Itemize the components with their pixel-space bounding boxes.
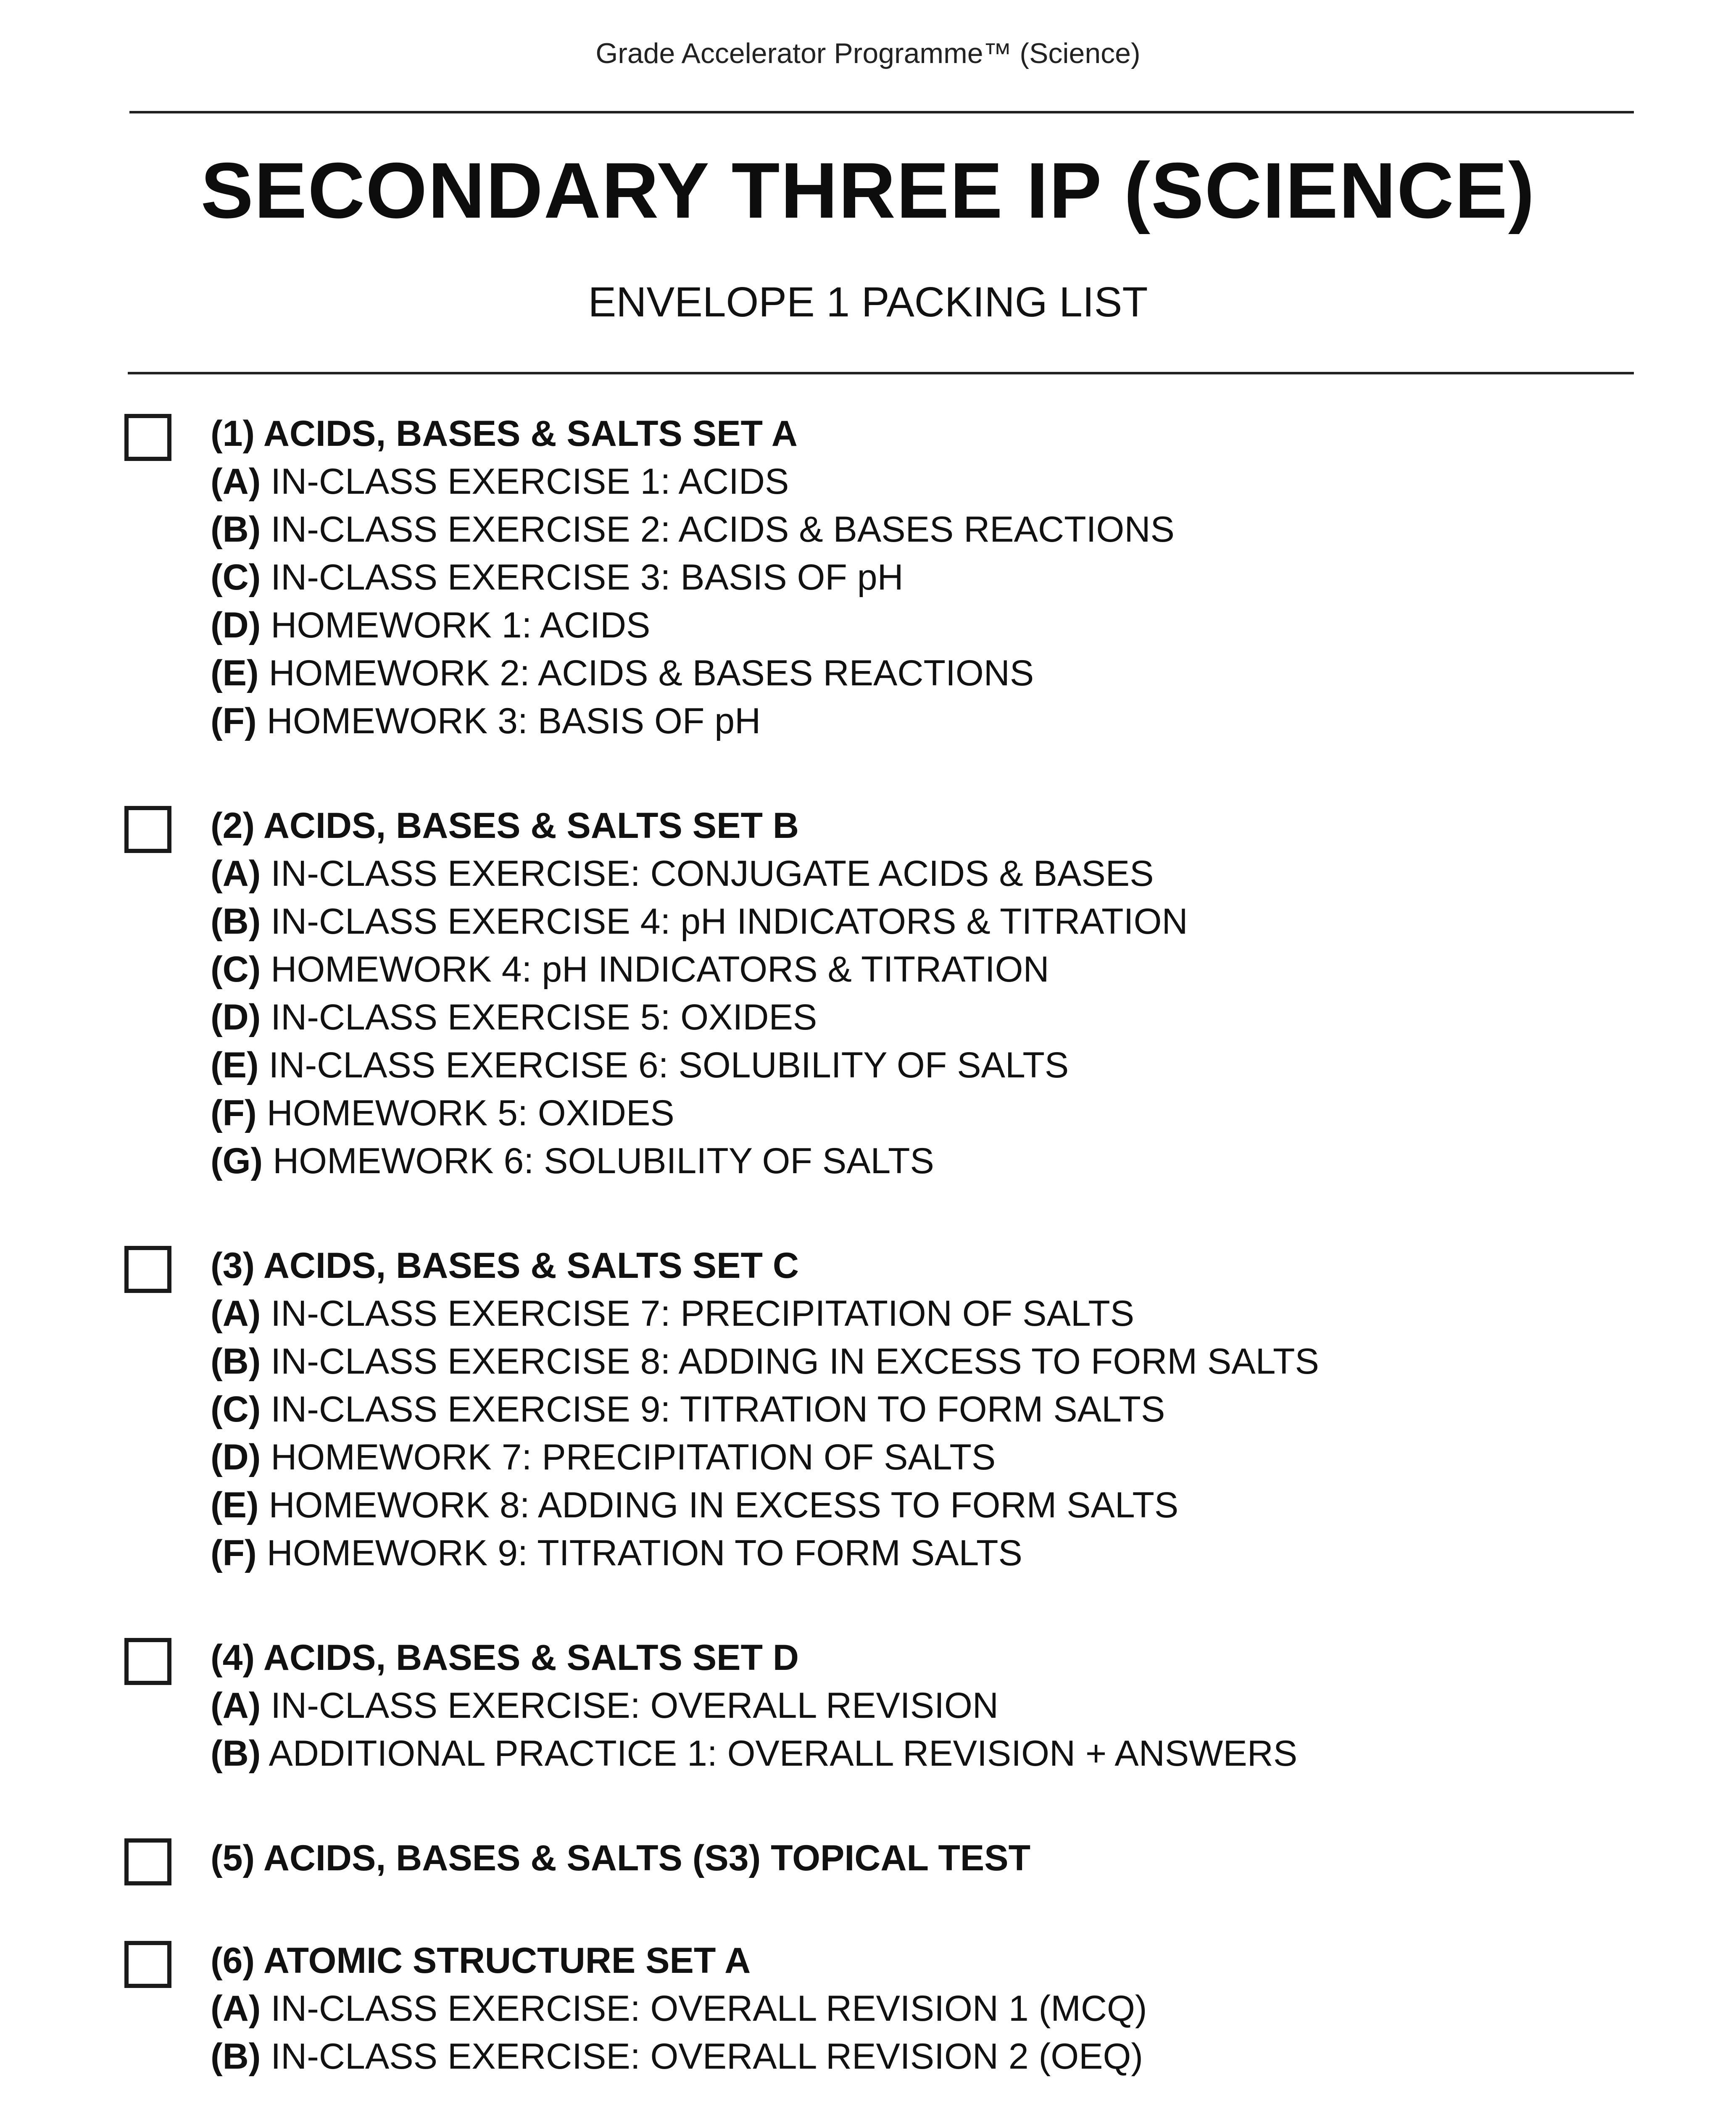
- list-item: [211, 2033, 1637, 2080]
- list-item: [211, 1337, 1637, 1385]
- list-item: [211, 1529, 1637, 1577]
- item-letter: (C): [211, 949, 261, 990]
- set-title: (6) ATOMIC STRUCTURE SET A: [211, 1940, 751, 1981]
- list-item: [211, 1385, 1637, 1433]
- item-text: IN-CLASS EXERCISE: OVERALL REVISION 1 (MCQ): [261, 1988, 1147, 2029]
- item-letter: (D): [211, 997, 261, 1037]
- item-letter: (A): [211, 1293, 261, 1334]
- item-letter: (F): [211, 1533, 257, 1573]
- header-divider-bottom: [128, 372, 1634, 374]
- packing-set-6: [124, 1937, 1637, 2080]
- item-letter: (G): [211, 1141, 263, 1181]
- page-subtitle: ENVELOPE 1 PACKING LIST: [588, 279, 1148, 326]
- item-text: ADDITIONAL PRACTICE 1: OVERALL REVISION + ANSWERS: [261, 1733, 1298, 1774]
- checkbox-set-5[interactable]: [124, 1838, 171, 1885]
- set-title: (2) ACIDS, BASES & SALTS SET B: [211, 806, 799, 846]
- item-letter: (A): [211, 1988, 261, 2029]
- item-text: HOMEWORK 1: ACIDS: [261, 605, 651, 645]
- list-item: [211, 1682, 1637, 1730]
- spacer: [124, 745, 1637, 802]
- packing-set-1: [124, 410, 1637, 745]
- item-text: IN-CLASS EXERCISE: OVERALL REVISION 2 (OEQ): [261, 2036, 1143, 2077]
- page-title: SECONDARY THREE IP (SCIENCE): [200, 146, 1536, 234]
- item-text: IN-CLASS EXERCISE 8: ADDING IN EXCESS TO FORM SALTS: [261, 1341, 1319, 1382]
- list-item: [211, 649, 1637, 697]
- list-item: [211, 1433, 1637, 1481]
- list-item: [211, 1089, 1637, 1137]
- checkbox-set-6[interactable]: [124, 1941, 171, 1988]
- item-text: HOMEWORK 7: PRECIPITATION OF SALTS: [261, 1437, 996, 1477]
- set-title: (1) ACIDS, BASES & SALTS SET A: [211, 413, 798, 454]
- list-item: [211, 697, 1637, 745]
- item-text: IN-CLASS EXERCISE 2: ACIDS & BASES REACTIONS: [261, 509, 1175, 550]
- item-letter: (E): [211, 1485, 259, 1525]
- list-item: [211, 506, 1637, 553]
- running-header: Grade Accelerator Programme™ (Science): [595, 37, 1141, 69]
- item-letter: (E): [211, 1045, 259, 1085]
- item-letter: (A): [211, 461, 261, 502]
- list-item: [211, 1730, 1637, 1777]
- list-item: [211, 898, 1637, 945]
- item-text: HOMEWORK 8: ADDING IN EXCESS TO FORM SALTS: [258, 1485, 1179, 1525]
- item-text: IN-CLASS EXERCISE 5: OXIDES: [261, 997, 817, 1037]
- item-text: IN-CLASS EXERCISE 1: ACIDS: [261, 461, 789, 502]
- checkbox-set-4[interactable]: [124, 1638, 171, 1685]
- list-item: [211, 553, 1637, 601]
- item-letter: (B): [211, 2036, 261, 2077]
- item-letter: (A): [211, 853, 261, 894]
- packing-set-5: [124, 1834, 1637, 1882]
- item-letter: (B): [211, 509, 261, 550]
- item-text: HOMEWORK 9: TITRATION TO FORM SALTS: [256, 1533, 1022, 1573]
- item-text: IN-CLASS EXERCISE: OVERALL REVISION: [261, 1685, 998, 1726]
- set-title: (4) ACIDS, BASES & SALTS SET D: [211, 1638, 799, 1678]
- packing-set-2: [124, 802, 1637, 1185]
- checkbox-set-1[interactable]: [124, 414, 171, 461]
- checkbox-set-3[interactable]: [124, 1246, 171, 1293]
- list-item: [211, 1290, 1637, 1337]
- item-letter: (E): [211, 653, 259, 693]
- packing-list: [124, 410, 1637, 2101]
- item-text: HOMEWORK 6: SOLUBILITY OF SALTS: [263, 1141, 934, 1181]
- list-item: [211, 850, 1637, 898]
- item-text: IN-CLASS EXERCISE: CONJUGATE ACIDS & BASES: [261, 853, 1154, 894]
- item-letter: (F): [211, 701, 257, 741]
- list-item: [211, 993, 1637, 1041]
- item-text: IN-CLASS EXERCISE 4: pH INDICATORS & TITRATION: [261, 901, 1188, 942]
- item-text: HOMEWORK 3: BASIS OF pH: [256, 701, 761, 741]
- spacer: [124, 1577, 1637, 1634]
- list-item: [211, 945, 1637, 993]
- item-text: HOMEWORK 4: pH INDICATORS & TITRATION: [261, 949, 1049, 990]
- item-letter: (A): [211, 1685, 261, 1726]
- list-item: [211, 1985, 1637, 2033]
- set-title: (3) ACIDS, BASES & SALTS SET C: [211, 1245, 799, 1286]
- item-letter: (B): [211, 1733, 261, 1774]
- checkbox-set-2[interactable]: [124, 806, 171, 853]
- list-item: [211, 1041, 1637, 1089]
- packing-set-3: [124, 1242, 1637, 1577]
- item-letter: (B): [211, 901, 261, 942]
- packing-set-4: [124, 1634, 1637, 1777]
- spacer: [124, 1777, 1637, 1834]
- item-letter: (C): [211, 557, 261, 598]
- item-letter: (D): [211, 1437, 261, 1477]
- list-item: [211, 601, 1637, 649]
- set-title: (5) ACIDS, BASES & SALTS (S3) TOPICAL TEST: [211, 1838, 1031, 1878]
- item-letter: (F): [211, 1093, 257, 1133]
- list-item: [211, 1481, 1637, 1529]
- item-text: HOMEWORK 2: ACIDS & BASES REACTIONS: [258, 653, 1034, 693]
- spacer: [124, 2080, 1637, 2101]
- item-letter: (C): [211, 1389, 261, 1430]
- item-letter: (B): [211, 1341, 261, 1382]
- item-text: HOMEWORK 5: OXIDES: [256, 1093, 674, 1133]
- list-item: [211, 458, 1637, 506]
- item-text: IN-CLASS EXERCISE 6: SOLUBILITY OF SALTS: [258, 1045, 1069, 1085]
- spacer: [124, 1185, 1637, 1242]
- item-text: IN-CLASS EXERCISE 3: BASIS OF pH: [261, 557, 904, 598]
- list-item: [211, 1137, 1637, 1185]
- item-text: IN-CLASS EXERCISE 9: TITRATION TO FORM SALTS: [261, 1389, 1165, 1430]
- item-letter: (D): [211, 605, 261, 645]
- item-text: IN-CLASS EXERCISE 7: PRECIPITATION OF SALTS: [261, 1293, 1135, 1334]
- header-divider-top: [129, 111, 1634, 113]
- spacer: [124, 1882, 1637, 1937]
